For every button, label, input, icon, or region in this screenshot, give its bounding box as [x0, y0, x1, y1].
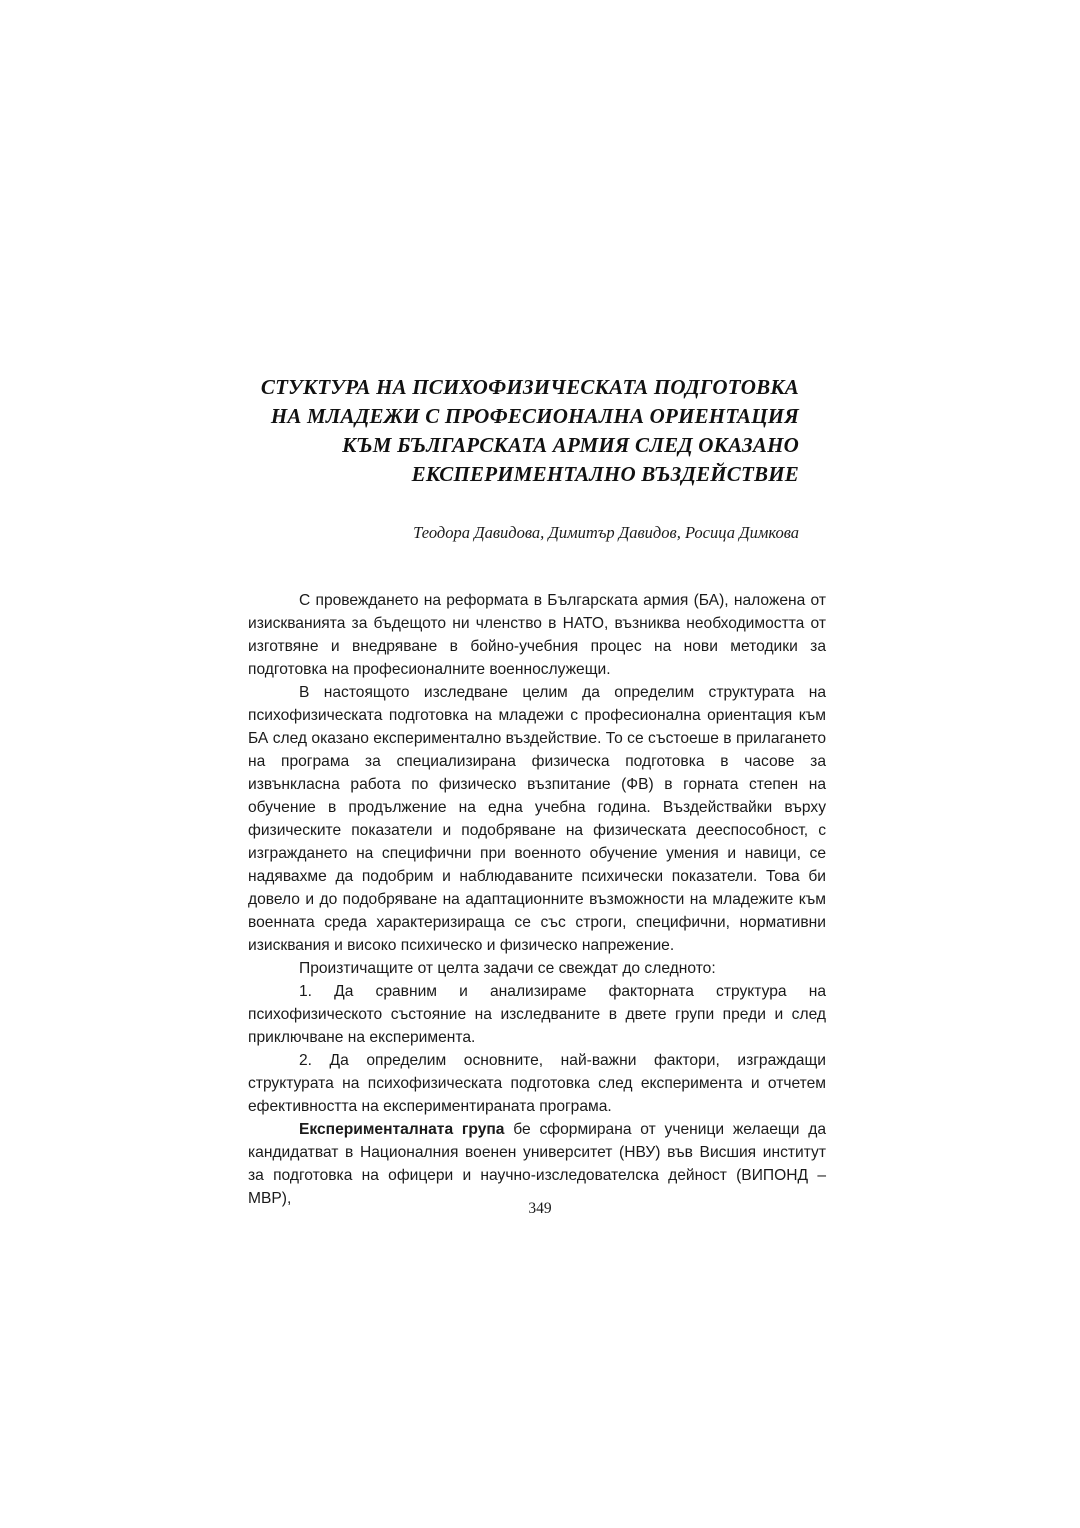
article-title: [225, 373, 799, 489]
paragraph-tasks-intro: Произтичащите от целта задачи се свеждат до следното:: [299, 960, 716, 977]
paragraph-experimental-group: [248, 1118, 826, 1210]
authors-line: Теодора Давидова, Димитър Давидов, Росица Димкова: [413, 523, 799, 542]
paragraph-task-1: 1. Да сравним и анализираме факторната структура на психофизическото състояние на изследваните в двете групи преди и след приключване на експеримента.: [248, 983, 826, 1046]
paragraph-task-2: 2. Да определим основните, най-важни фактори, изграждащи структурата на психофизическата подготовка след експеримента и отчетем ефективността на експериментираната програма.: [248, 1052, 826, 1115]
paragraph-aim: В настоящото изследване целим да определим структурата на психофизическата подготовка на младежи с професионална ориентация към БА след оказано експериментално въздействие. То се състоеше в прилагането на програма за специализирана физическа подготовка в часове за извънкласна работа по физическо възпитание (ФВ) в горната степен на обучение в продължение на една учебна година. Въздействайки върху физическите показатели и подобряване на физическата дееспособност, с изграждането на специфични при военното обучение умения и навици, се надявахме да подобрим и наблюдаваните психически показатели. Това би довело и до подобряване на адаптационните възможности на младежите към военната среда характеризираща се със строги, специфични, нормативни изисквания и високо психическо и физическо напрежение.: [248, 684, 826, 954]
experimental-group-term: Експерименталната група: [299, 1121, 505, 1138]
experimental-group-text: бе сформирана от ученици желаещи да кандидатват в Националния военен университет (НВУ) във Висшия институт за подготовка на офицери и научно-изследователска дейност (ВИПОНД – МВР),: [248, 1121, 827, 1207]
page-number: 349: [528, 1200, 552, 1217]
paragraph-intro: С провеждането на реформата в Българската армия (БА), наложена от изискванията за бъдещото ни членство в НАТО, възниква необходимостта от изготвяне и внедряване в бойно-учебния процес на нови методики за подготовка на професионалните военнослужещи.: [248, 592, 826, 678]
title-line-1: СТУКТУРА НА ПСИХОФИЗИЧЕСКАТА ПОДГОТОВКА: [260, 375, 799, 399]
title-line-4: ЕКСПЕРИМЕНТАЛНО ВЪЗДЕЙСТВИЕ: [411, 462, 799, 486]
title-line-2: НА МЛАДЕЖИ С ПРОФЕСИОНАЛНА ОРИЕНТАЦИЯ: [270, 404, 799, 428]
title-line-3: КЪМ БЪЛГАРСКАТА АРМИЯ СЛЕД ОКАЗАНО: [342, 433, 799, 457]
article-body: [248, 589, 826, 1210]
